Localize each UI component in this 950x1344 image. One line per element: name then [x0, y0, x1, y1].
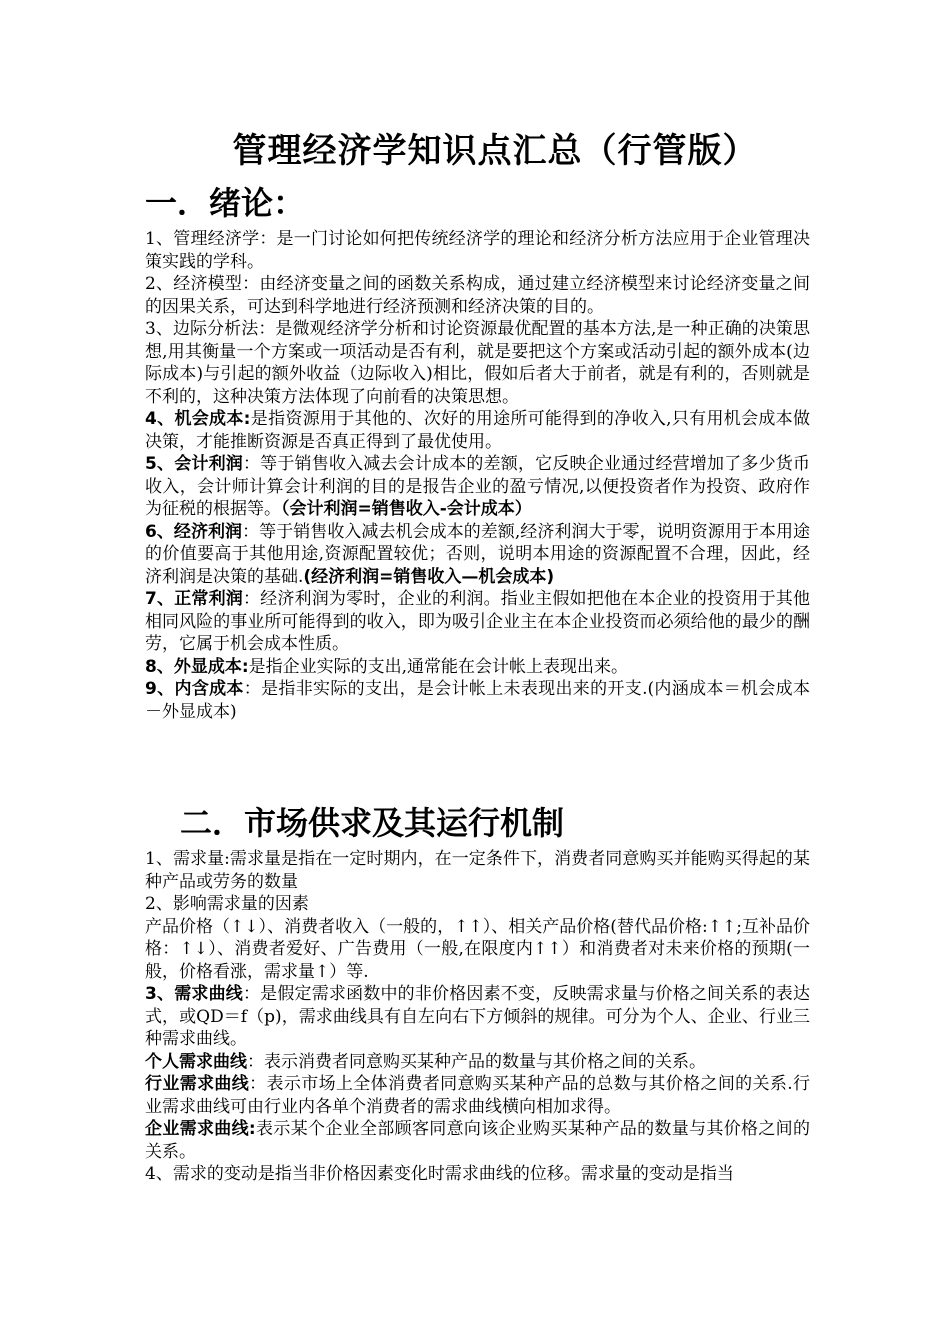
paragraph-6: 行业需求曲线：表示市场上全体消费者同意购买某种产品的总数与其价格之间的关系.行业需求曲线可由行业内各单个消费者的需求曲线横向相加求得。 — [145, 1074, 811, 1117]
paragraph-8: 4、需求的变动是指当非价格因素变化时需求曲线的位移。需求量的变动是指当 — [145, 1164, 734, 1184]
paragraph-2: 2、影响需求量的因素 — [145, 894, 309, 914]
paragraph-7: 7、正常利润：经济利润为零时，企业的利润。指业主假如把他在本企业的投资用于其他相同风险的事业所可能得到的收入，即为吸引企业主在本企业投资而必须给他的最少的酬劳，它属于机会成本性质。 — [145, 589, 810, 654]
paragraph-4: 4、机会成本:是指资源用于其他的、次好的用途所可能得到的净收入,只有用机会成本做决策，才能推断资源是否真正得到了最优使用。 — [145, 409, 810, 452]
paragraph-9: 9、内含成本：是指非实际的支出，是会计帐上未表现出来的开支.(内涵成本＝机会成本－外显成本) — [145, 679, 810, 722]
section-body-market — [145, 848, 810, 1186]
paragraph-6: 6、经济利润：等于销售收入减去机会成本的差额,经济利润大于零，说明资源用于本用途的价值要高于其他用途,资源配置较优；否则，说明本用途的资源配置不合理，因此，经济利润是决策的基础.(经济利润=销售收入—机会成本) — [145, 521, 810, 587]
paragraph-4: 3、需求曲线：是假定需求函数中的非价格因素不变，反映需求量与价格之间关系的表达式，或QD＝f（p)，需求曲线具有自左向右下方倾斜的规律。可分为个人、企业、行业三种需求曲线。 — [145, 984, 810, 1049]
section-body-intro — [145, 228, 810, 723]
paragraph-3: 3、边际分析法：是微观经济学分析和讨论资源最优配置的基本方法,是一种正确的决策思想,用其衡量一个方案或一项活动是否有利，就是要把这个方案或活动引起的额外成本(边际成本)与引起的额外收益（边际收入)相比，假如后者大于前者，就是有利的，否则就是不利的，这种决策方法体现了向前看的决策思想。 — [145, 319, 810, 407]
paragraph-1: 1、管理经济学：是一门讨论如何把传统经济学的理论和经济分析方法应用于企业管理决策实践的学科。 — [145, 229, 810, 272]
section-heading-market: 二．市场供求及其运行机制 — [180, 804, 565, 842]
paragraph-2: 2、经济模型：由经济变量之间的函数关系构成，通过建立经济模型来讨论经济变量之间的因果关系，可达到科学地进行经济预测和经济决策的目的。 — [145, 274, 810, 317]
document-title: 管理经济学知识点汇总（行管版） — [232, 131, 758, 171]
paragraph-1: 1、需求量:需求量是指在一定时期内，在一定条件下，消费者同意购买并能购买得起的某种产品或劳务的数量 — [145, 849, 810, 892]
section-heading-intro: 一．绪论： — [145, 184, 306, 222]
paragraph-7: 企业需求曲线:表示某个企业全部顾客同意向该企业购买某种产品的数量与其价格之间的关系。 — [145, 1119, 810, 1162]
paragraph-5: 5、会计利润：等于销售收入减去会计成本的差额，它反映企业通过经营增加了多少货币收入，会计师计算会计利润的目的是报告企业的盈亏情况,以便投资者作为投资、政府作为征税的根据等。（会计利润=销售收入-会计成本） — [145, 454, 810, 519]
paragraph-8: 8、外显成本:是指企业实际的支出,通常能在会计帐上表现出来。 — [145, 656, 629, 677]
paragraph-5: 个人需求曲线：表示消费者同意购买某种产品的数量与其价格之间的关系。 — [145, 1051, 706, 1072]
paragraph-3: 产品价格（↑↓）、消费者收入（一般的，↑↑）、相关产品价格(替代品价格:↑↑;互补品价格：↑↓）、消费者爱好、广告费用（一般,在限度内↑↑）和消费者对未来价格的预期(一般，价格看涨，需求量↑）等. — [145, 916, 810, 982]
